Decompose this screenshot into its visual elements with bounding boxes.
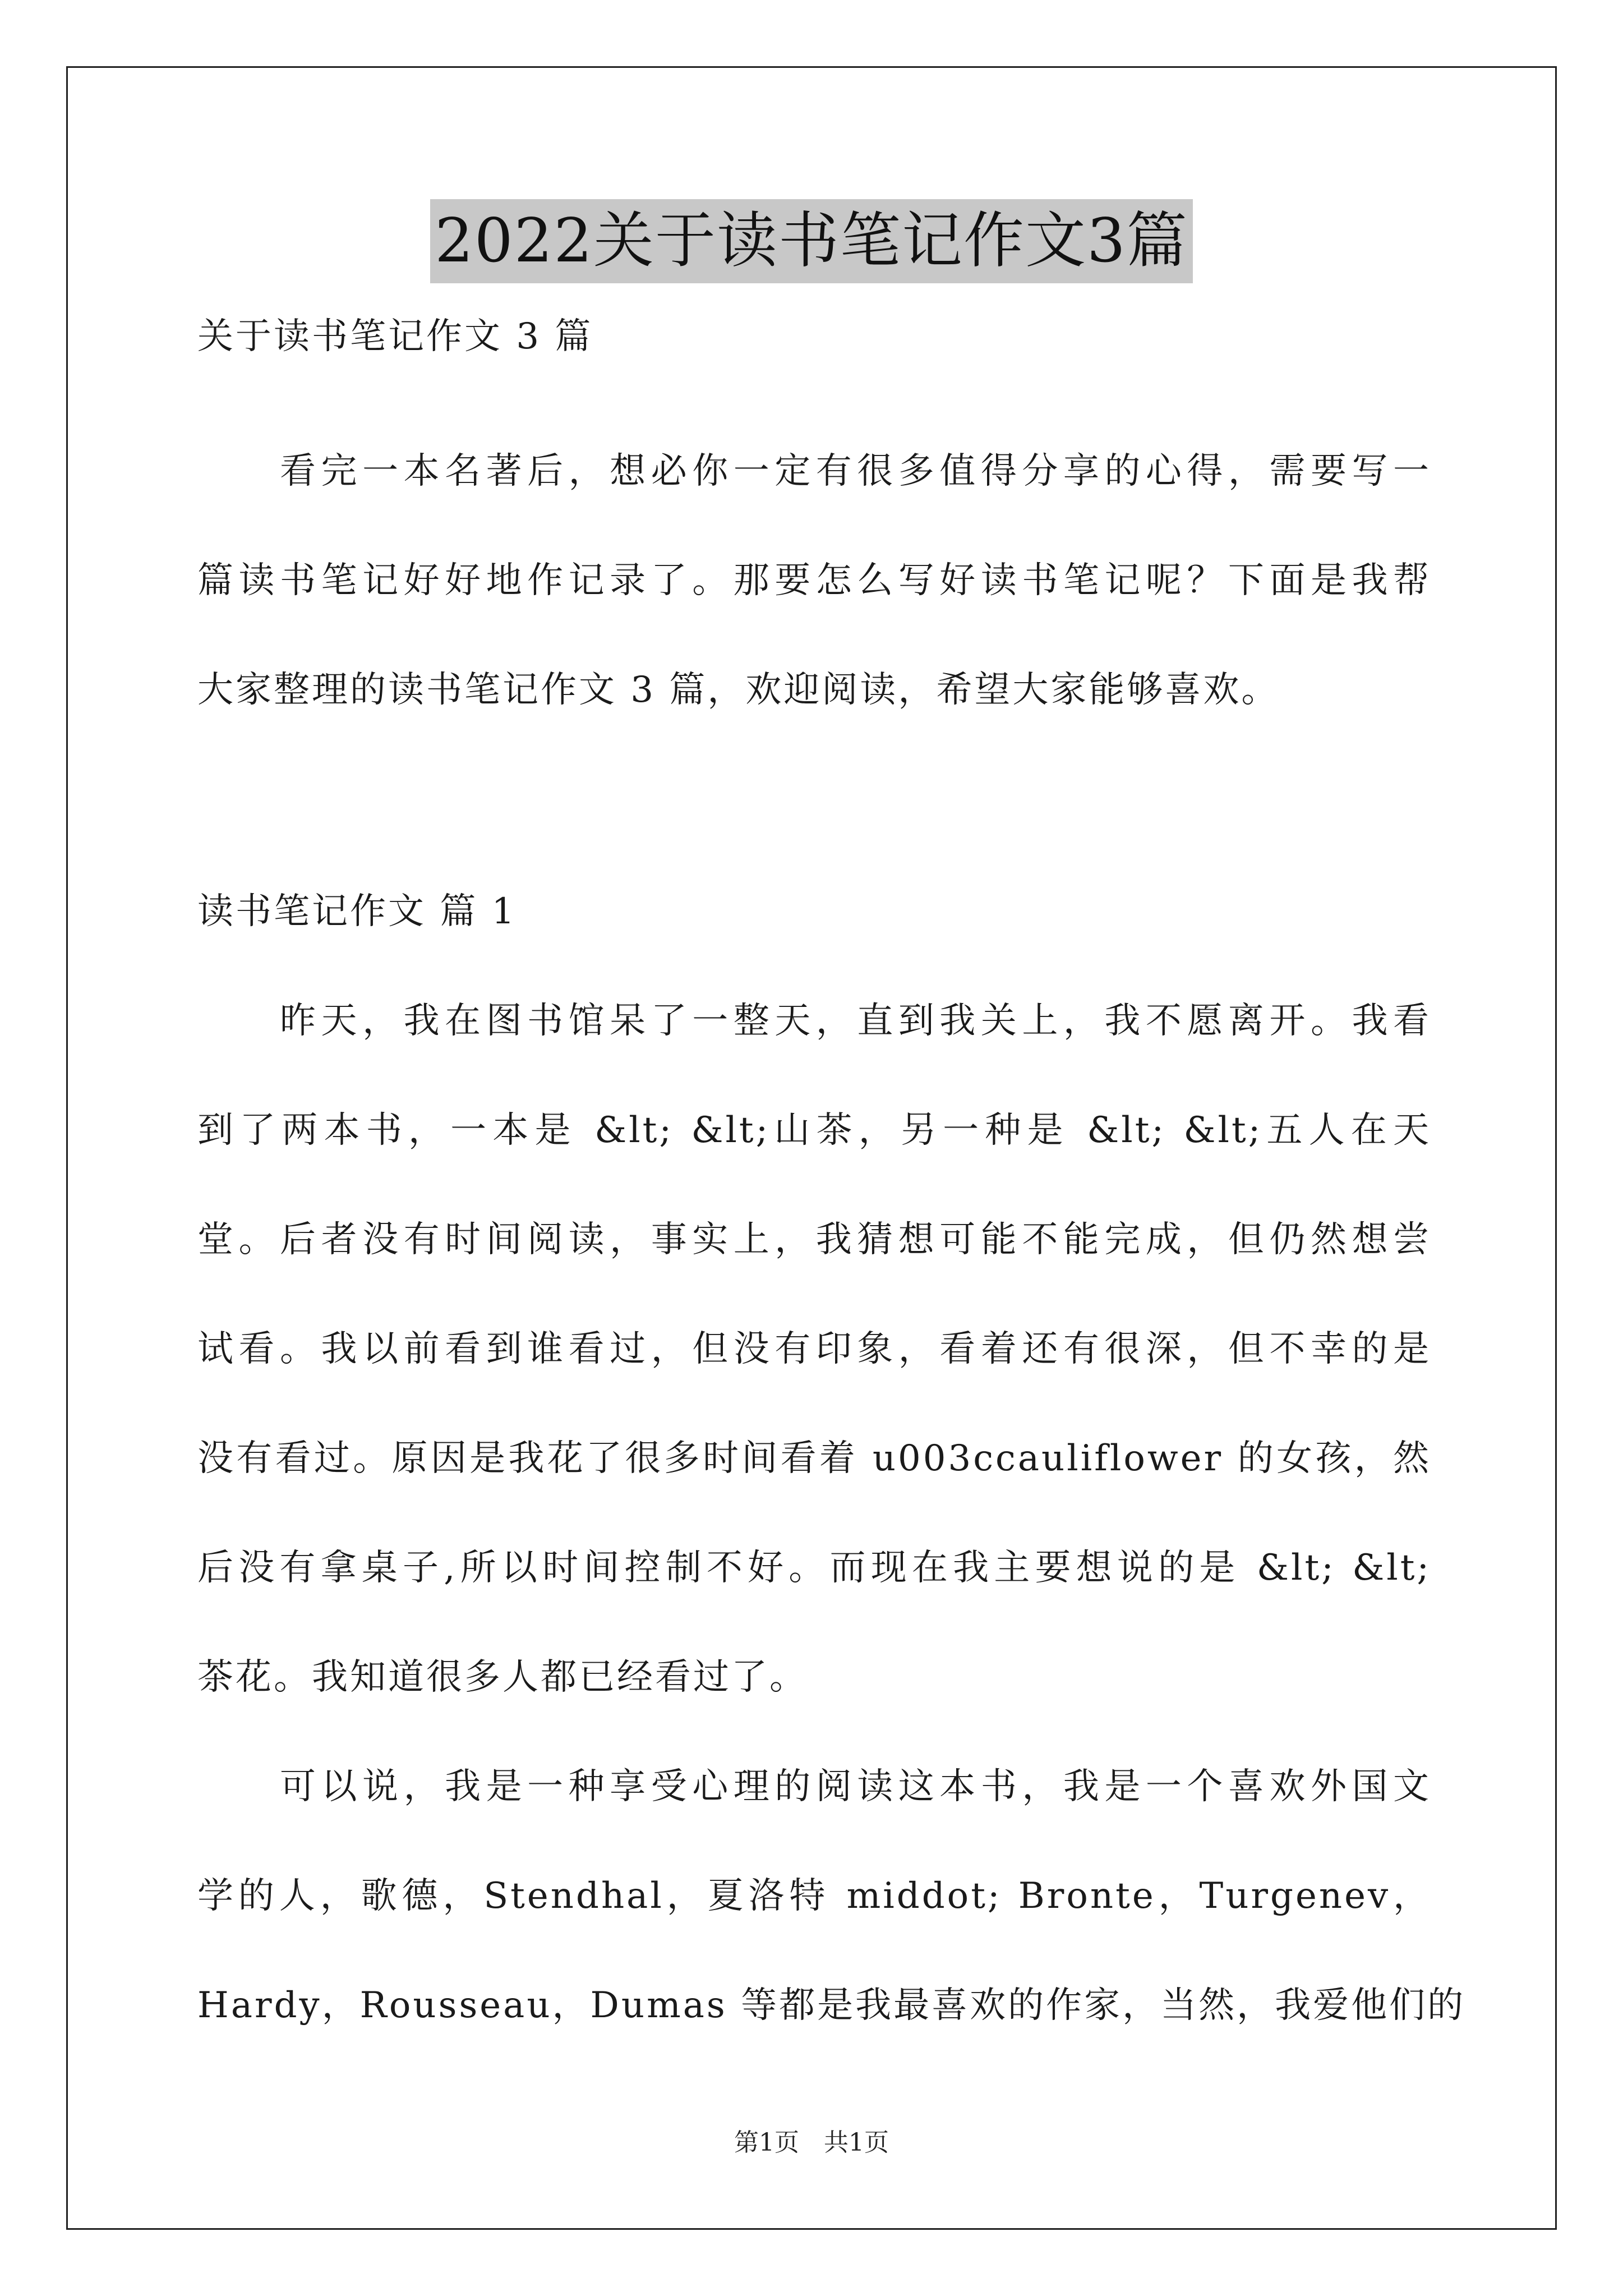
title-container: [0, 199, 1623, 283]
paragraph-line: 没有看过。原因是我花了很多时间看着 u003ccauliflower 的女孩，然: [197, 1438, 1431, 1479]
paragraph-line: 堂。后者没有时间阅读，事实上，我猜想可能不能完成，但仍然想尝: [197, 1219, 1431, 1260]
paragraph-line: 茶花。我知道很多人都已经看过了。: [197, 1657, 808, 1698]
intro-line: 看完一本名著后，想必你一定有很多值得分享的心得，需要写一: [197, 450, 1431, 492]
paragraph-line: 后没有拿桌子,所以时间控制不好。而现在我主要想说的是 &lt; &lt;: [197, 1547, 1431, 1589]
subtitle: 关于读书笔记作文 3 篇: [197, 316, 593, 357]
paragraph-line: 到了两本书，一本是 &lt; &lt;山茶，另一种是 &lt; &lt;五人在天: [197, 1110, 1431, 1151]
paragraph-line: 学的人，歌德，Stendhal，夏洛特 middot; Bronte，Turgenev，: [197, 1875, 1431, 1917]
document-title: 2022关于读书笔记作文3篇: [430, 199, 1193, 283]
paragraph-line: Hardy，Rousseau，Dumas 等都是我最喜欢的作家，当然，我爱他们的: [197, 1985, 1466, 2026]
section-heading: 读书笔记作文 篇 1: [197, 891, 517, 932]
paragraph-line: 可以说，我是一种享受心理的阅读这本书，我是一个喜欢外国文: [197, 1766, 1431, 1807]
paragraph-line: 试看。我以前看到谁看过，但没有印象，看着还有很深，但不幸的是: [197, 1328, 1431, 1370]
intro-line: 篇读书笔记好好地作记录了。那要怎么写好读书笔记呢？下面是我帮: [197, 560, 1431, 601]
intro-line: 大家整理的读书笔记作文 3 篇，欢迎阅读，希望大家能够喜欢。: [197, 669, 1280, 711]
page-footer: 第1页 共1页: [734, 2128, 889, 2157]
paragraph-line: 昨天，我在图书馆呆了一整天，直到我关上，我不愿离开。我看: [197, 1000, 1431, 1042]
